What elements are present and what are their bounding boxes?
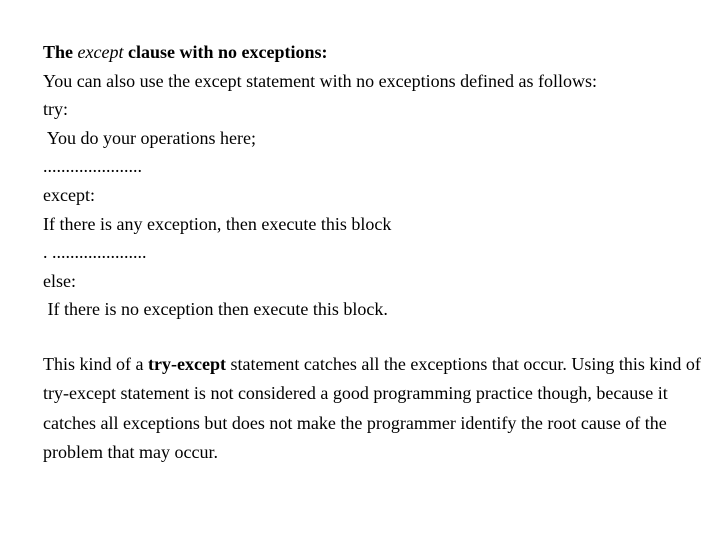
code-line-except-body: If there is any exception, then execute this block bbox=[43, 213, 392, 234]
code-line-else-body: If there is no exception then execute this block. bbox=[43, 299, 388, 320]
intro-line: You can also use the except statement with no exceptions defined as follows: bbox=[43, 70, 598, 91]
code-line-ellipsis-2: . ..................... bbox=[43, 242, 147, 263]
heading-suffix: clause with no exceptions: bbox=[123, 42, 328, 62]
section-heading bbox=[43, 38, 703, 67]
spacer bbox=[43, 324, 703, 350]
code-line-operations: You do your operations here; bbox=[43, 127, 256, 148]
code-line-except: except: bbox=[43, 184, 95, 205]
explanation-text bbox=[43, 350, 703, 468]
paragraph-part-2: statement catches all the exceptions that occur. Using this kind of try-except statement is not considered a good programming practice though, because it catches all exceptions but does not make the programmer identify the root cause of the problem that may occur. bbox=[43, 353, 701, 463]
explanation-paragraph bbox=[43, 350, 703, 468]
code-line-try: try: bbox=[43, 99, 68, 120]
paragraph-bold-term: try-except bbox=[148, 353, 226, 374]
heading-prefix: The bbox=[43, 42, 78, 62]
heading-italic-word: except bbox=[77, 42, 124, 62]
code-block bbox=[43, 67, 703, 324]
code-line-ellipsis-1: ...................... bbox=[43, 156, 142, 177]
paragraph-part-1: This kind of a bbox=[43, 353, 148, 374]
code-line-else: else: bbox=[43, 270, 76, 291]
slide-content bbox=[43, 38, 703, 468]
